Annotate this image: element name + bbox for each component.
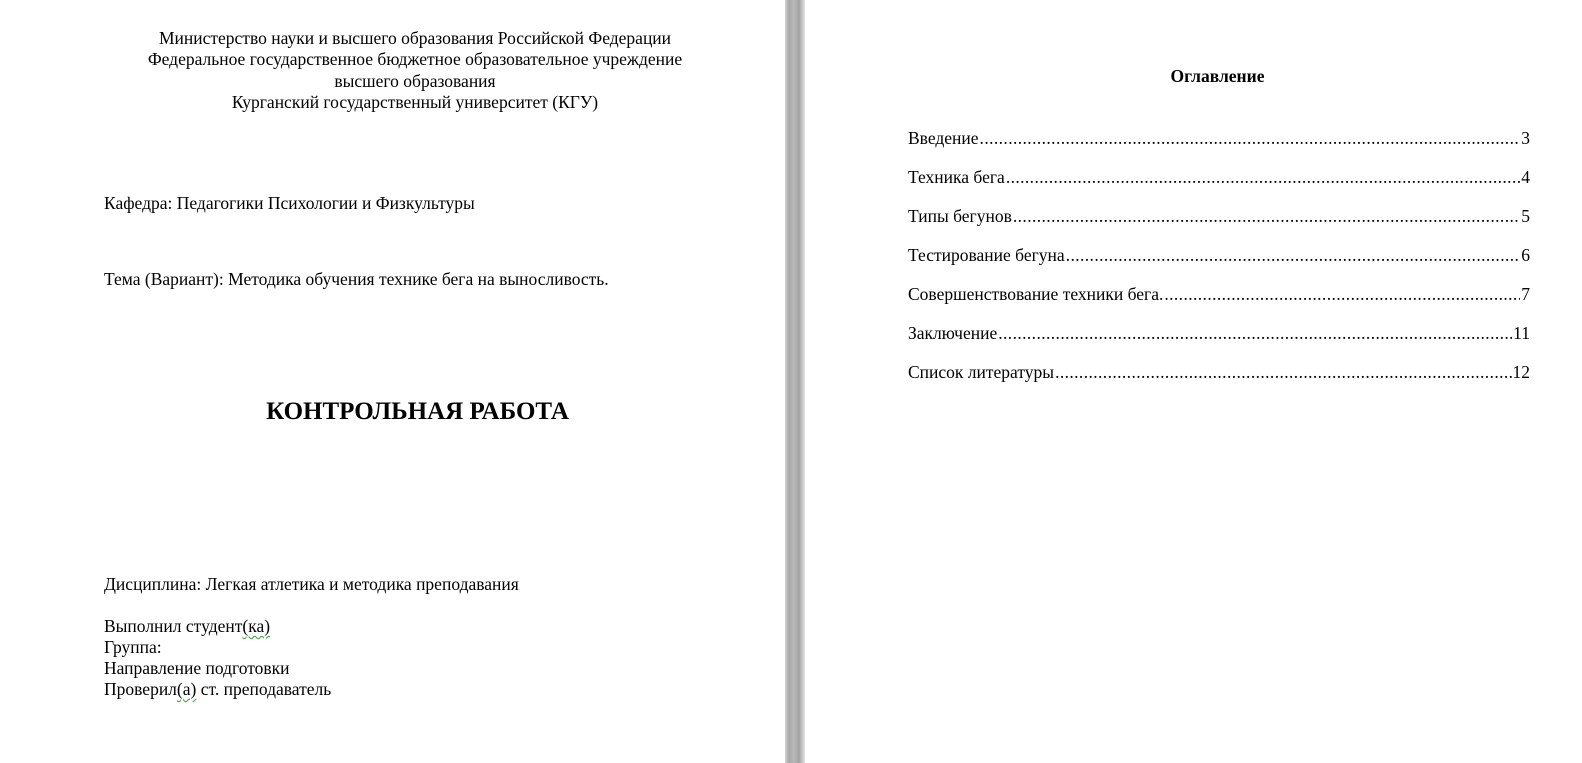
toc-leader-dots	[1066, 245, 1521, 266]
spellcheck-mark: (ка)	[242, 616, 271, 636]
header-line-university: Курганский государственный университет (КГУ)	[231, 91, 599, 112]
toc-leader-dots	[1164, 284, 1520, 305]
toc-entry-label: Заключение	[908, 323, 998, 343]
toc-leader-dots	[1013, 206, 1520, 227]
work-title: КОНТРОЛЬНАЯ РАБОТА	[266, 398, 569, 425]
toc-entry[interactable]	[908, 206, 1530, 245]
toc-leader-dots	[1055, 362, 1511, 383]
header-line-ministry: Министерство науки и высшего образования Российской Федерации	[158, 28, 672, 48]
toc-list	[908, 128, 1530, 401]
department-line: Кафедра: Педагогики Психологии и Физкультуры	[104, 193, 475, 213]
toc-entry[interactable]	[908, 245, 1530, 284]
toc-entry-page: 4	[1521, 167, 1530, 187]
toc-leader-dots	[980, 128, 1521, 149]
toc-entry-label: Техника бега	[908, 167, 1005, 187]
toc-entry[interactable]	[908, 167, 1530, 206]
toc-title: Оглавление	[1170, 66, 1265, 86]
page-separator	[785, 0, 805, 763]
ministry-header	[60, 28, 770, 113]
performed-by-text: Выполнил студент	[104, 616, 243, 636]
toc-entry-label: Типы бегунов	[908, 206, 1012, 226]
header-line-institution-type: Федеральное государственное бюджетное образовательное учреждение	[147, 49, 683, 70]
toc-page	[805, 0, 1582, 763]
toc-entry-label: Список литературы	[908, 362, 1055, 382]
toc-leader-dots	[1006, 167, 1520, 188]
toc-entry-page: 11	[1513, 323, 1530, 343]
toc-entry-page: 7	[1521, 284, 1530, 304]
title-page	[0, 0, 785, 763]
toc-entry-label: Совершенствование техники бега.	[908, 284, 1164, 304]
toc-entry[interactable]	[908, 284, 1530, 323]
toc-entry-page: 12	[1512, 362, 1530, 382]
toc-leader-dots	[998, 323, 1512, 344]
toc-entry-label: Тестирование бегуна	[908, 245, 1065, 265]
discipline-line: Дисциплина: Легкая атлетика и методика преподавания	[104, 574, 519, 594]
toc-entry-page: 5	[1521, 206, 1530, 226]
toc-entry-page: 3	[1521, 128, 1530, 148]
checked-by-text: Проверил	[104, 679, 177, 699]
group-line: Группа:	[104, 637, 162, 657]
checked-by-role: ст. преподаватель	[196, 679, 332, 699]
checked-by-line	[104, 679, 331, 700]
topic-line: Тема (Вариант): Методика обучения технике бега на выносливость.	[104, 269, 609, 289]
header-line-education-level: высшего образования	[334, 70, 496, 91]
toc-entry[interactable]	[908, 128, 1530, 167]
toc-entry-page: 6	[1521, 245, 1530, 265]
toc-entry[interactable]	[908, 362, 1530, 401]
performed-by-line	[104, 616, 270, 637]
toc-entry[interactable]	[908, 323, 1530, 362]
toc-entry-label: Введение	[908, 128, 979, 148]
direction-line: Направление подготовки	[104, 658, 290, 678]
spellcheck-mark: (а)	[176, 679, 197, 699]
